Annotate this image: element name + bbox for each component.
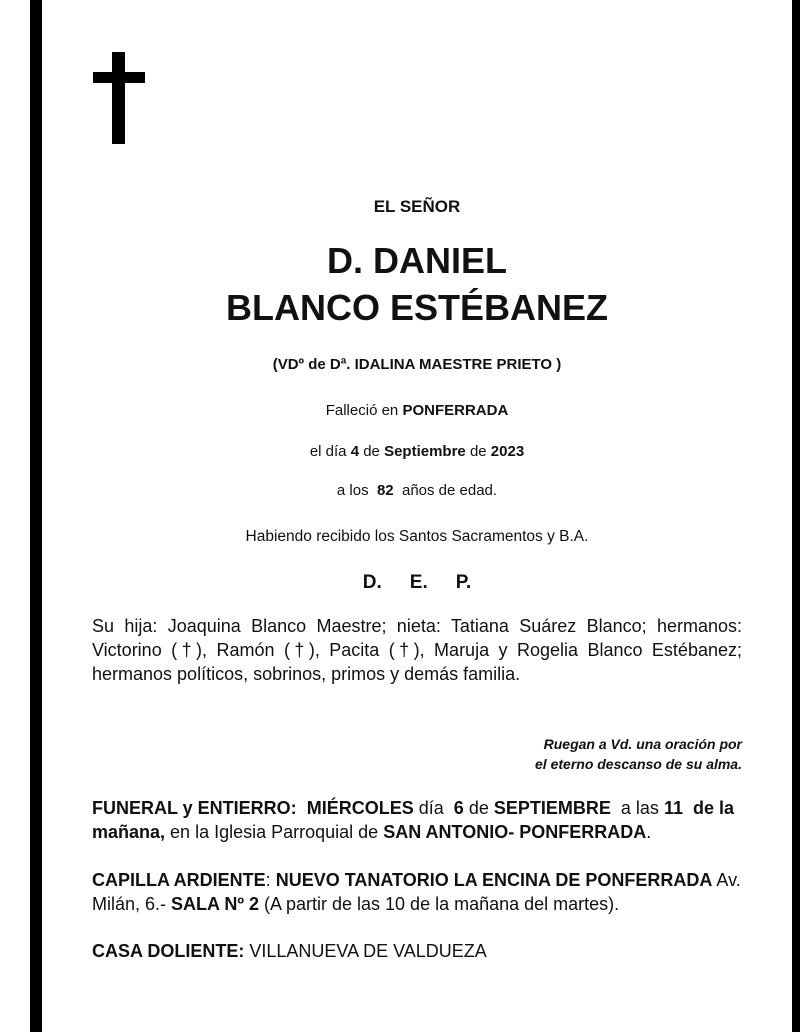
deceased-name-line2: BLANCO ESTÉBANEZ	[225, 287, 608, 328]
age-line: a los 82 años de edad.	[336, 482, 498, 499]
title-prefix: EL SEÑOR	[373, 197, 461, 216]
family-paragraph: Su hija: Joaquina Blanco Maestre; nieta: Tatiana Suárez Blanco; hermanos: Victorino (†), Ramón (†), Pacita (†), Maruja y Rogelia Blanco Estébanez; hermanos políticos, sobrinos, primos y demás familia.	[92, 616, 742, 684]
deceased-name-line1: D. DANIEL	[327, 240, 507, 281]
right-border	[792, 0, 800, 1032]
cross-icon	[93, 52, 145, 144]
widower-of: (VDº de Dª. IDALINA MAESTRE PRIETO )	[272, 356, 562, 373]
sacraments-line: Habiendo recibido los Santos Sacramentos y B.A.	[245, 528, 589, 545]
dep-line: D. E. P.	[362, 572, 472, 593]
prayer-request: Ruegan a Vd. una oración por el eterno descanso de su alma.	[535, 736, 742, 772]
chapel-info: CAPILLA ARDIENTE: NUEVO TANATORIO LA ENCINA DE PONFERRADA Av. Milán, 6.- SALA Nº 2 (A partir de las 10 de la mañana del martes).	[92, 870, 741, 914]
death-place-line: Falleció en PONFERRADA	[325, 402, 509, 419]
funeral-info: FUNERAL y ENTIERRO: MIÉRCOLES día 6 de SEPTIEMBRE a las 11 de la mañana, en la Iglesia Parroquial de SAN ANTONIO- PONFERRADA.	[92, 798, 735, 842]
death-date-line: el día 4 de Septiembre de 2023	[309, 443, 525, 460]
mourning-house-info: CASA DOLIENTE: VILLANUEVA DE VALDUEZA	[92, 941, 487, 961]
left-border	[30, 0, 42, 1032]
